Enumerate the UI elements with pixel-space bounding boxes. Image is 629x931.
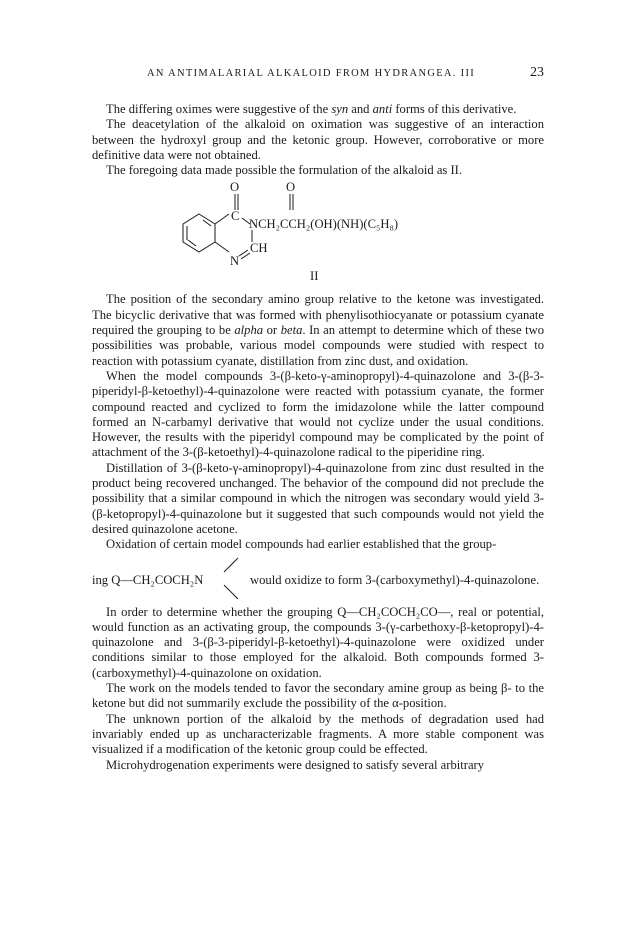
quinazolone-structure bbox=[92, 180, 544, 284]
alpha-term: alpha bbox=[234, 323, 264, 338]
paragraph-formulation: The foregoing data made possible the formulation of the alkaloid as II. bbox=[106, 163, 463, 178]
paragraph-unknown-portion: The unknown portion of the alkaloid by the methods of degradation used had invariably ended up as uncharacterizable fragments. A more stable component was visualized if a modification of the ketonic group could be effected. bbox=[92, 711, 544, 757]
syn-term: syn bbox=[331, 102, 349, 116]
paragraph-model-compounds: When the model compounds 3-(β-keto-γ-aminopropyl)-4-quinazolone and 3-(β-3-piperidyl-β-ketoethyl)-4-quinazolone were reacted with potassium cyanate, the former compound reacted and cyclized to form the imidazolone while the latter compound formed an N-carbamyl derivative that would not cyclize under the usual conditions. However, the results with the piperidyl compound may be complicated by the point of attachment of the 3-(β-ketoethyl)-4-quinazolone radical to the piperidine ring. bbox=[92, 368, 544, 460]
paragraph-amino-position: The position of the secondary amino group relative to the ketone was investigated. The bicyclic derivative that was formed with phenylisothiocyanate or potassium cyanate required the grouping to be alpha or beta. In an attempt to determine which of these two possibilities was probable, various model compounds were studied with respect to reaction with potassium cyanate, distillation from zinc dust, and oxidation. bbox=[92, 292, 544, 368]
nitrogen-label: N bbox=[230, 254, 240, 269]
running-title: AN ANTIMALARIAL ALKALOID FROM HYDRANGEA. III bbox=[147, 68, 476, 79]
paragraph-oxidation: Oxidation of certain model compounds had earlier established that the group- bbox=[106, 537, 497, 552]
paragraph-microhydrogenation: Microhydrogenation experiments were designed to satisfy several arbitrary bbox=[106, 757, 485, 772]
structure-diagram-ii bbox=[92, 180, 544, 284]
paragraph-deacetylation: The deacetylation of the alkaloid on oximation was suggestive of an interaction between the hydroxyl group and the ketonic group. However, corroborative or more definitive data were not obtained. bbox=[92, 117, 544, 162]
grouping-formula: ing Q—CH₂COCH₂N bbox=[92, 572, 204, 587]
paragraph-oximes: The differing oximes were suggestive of the syn and anti forms of this derivative. bbox=[106, 102, 517, 116]
ch-label: CH bbox=[250, 241, 268, 256]
paragraph-activating-group: In order to determine whether the grouping Q—CH₂COCH₂CO—, real or potential, would function as an activating group, the compounds 3-(γ-carbethoxy-β-ketopropyl)-4-quinazolone and 3-(β-3-piperidyl-β-ketoethyl)-4-quinazolone were oxidized under conditions similar to those employed for the alkaloid. Both compounds formed 3-(carboxymethyl)-4-quinazolone on oxidation. bbox=[92, 604, 544, 680]
compound-label: II bbox=[310, 269, 319, 284]
oxygen-left: O bbox=[230, 180, 240, 195]
side-chain-formula: NCH₂CCH₂(OH)(NH)(C₅H₈) bbox=[249, 217, 399, 232]
paragraph-distillation: Distillation of 3-(β-keto-γ-aminopropyl)-4-quinazolone from zinc dust resulted in the product being recovered unchanged. The behavior of the compound did not preclude the possibility that a similar compound in which the nitrogen was secondary would yield 3-(β-ketopropyl)-4-quinazolone but it suggested that such compounds would not yield the desired quinazolone acetone. bbox=[92, 460, 544, 536]
amine-bonds bbox=[220, 553, 250, 605]
oxidation-formula-line bbox=[92, 553, 544, 605]
beta-term: beta bbox=[280, 323, 303, 338]
oxygen-right: O bbox=[286, 180, 296, 195]
carbon-label: C bbox=[231, 209, 240, 224]
article-body bbox=[92, 102, 544, 773]
oxidation-result: would oxidize to form 3-(carboxymethyl)-4-quinazolone. bbox=[250, 572, 540, 587]
page-number: 23 bbox=[530, 65, 544, 80]
benzene-ring bbox=[183, 214, 215, 252]
paragraph-models-favor: The work on the models tended to favor the secondary amine group as being β- to the ketone but did not summarily exclude the possibility of the α-position. bbox=[92, 681, 544, 711]
anti-term: anti bbox=[372, 102, 393, 116]
